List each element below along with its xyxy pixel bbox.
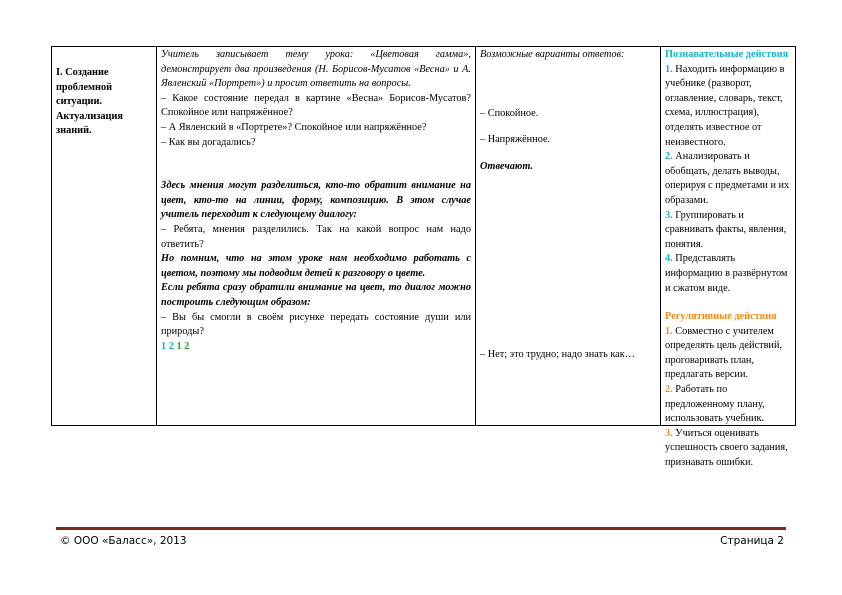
footer-page-number: Страница 2 <box>720 535 784 547</box>
question-5: – Вы бы смогли в своём рисунке передать состояние души или природы? <box>161 311 471 338</box>
footer-copyright: © ООО «Баласс», 2013 <box>60 535 187 547</box>
cognitive-item: 4. Представлять информацию в развёрнутом и сжатом виде. <box>665 253 788 294</box>
answer-1: – Спокойное. <box>480 107 539 119</box>
teacher-note-3: Если ребята сразу обратили внимание на цвет, то диалог можно построить следующим образом: <box>161 282 471 308</box>
cognitive-item: 2. Анализировать и обобщать, делать выводы, оперируя с предметами и их образами. <box>665 151 790 206</box>
teacher-column <box>157 47 476 425</box>
cognitive-title: Познавательные действия <box>665 49 789 60</box>
regulatory-item: 1. Совместно с учителем определять цель действий, проговаривать план, предлагать версии. <box>665 325 783 381</box>
answer-2: – Напряжённое. <box>480 134 551 146</box>
teacher-note-2: Но помним, что на этом уроке нам необходимо работать с цветом, поэтому мы подводим детей к разговору о цвете. <box>161 253 471 279</box>
stage-column <box>52 47 157 425</box>
slide-link[interactable]: 1 <box>161 340 167 352</box>
answer-4: – Нет; это трудно; надо знать как… <box>480 349 636 361</box>
answers-column <box>476 47 661 425</box>
cognitive-item: 3. Группировать и сравнивать факты, явления, понятия. <box>665 209 787 250</box>
footer-rule <box>56 527 786 530</box>
slide-links <box>161 340 471 354</box>
regulatory-title: Регулятивные действия <box>665 311 777 323</box>
actions-column <box>661 47 795 469</box>
cognitive-item: 1. Находить информацию в учебнике (разворот, оглавление, словарь, текст, схема, иллюстрация), отделять известное от неизвестного. <box>665 63 785 148</box>
teacher-note-1: Здесь мнения могут разделиться, кто-то обратит внимание на цвет, кто-то на линии, форму, композицию. В этом случае учитель переходит к следующему диалогу: <box>161 180 471 221</box>
slide-link[interactable]: 1 <box>176 340 182 352</box>
question-3: – Как вы догадались? <box>161 136 256 148</box>
regulatory-item: 3. Учиться оценивать успешность своего задания, признавать ошибки. <box>665 427 788 469</box>
answers-header: Возможные варианты ответов: <box>480 49 625 60</box>
question-1: – Какое состояние передал в картине «Весна» Борисов-Мусатов? Спокойное или напряжённое? <box>161 92 471 119</box>
question-4: – Ребята, мнения разделились. Так на какой вопрос нам надо ответить? <box>161 223 471 250</box>
regulatory-item: 2. Работать по предложенному плану, использовать учебник. <box>665 384 765 425</box>
answer-3: Отвечают. <box>480 160 534 172</box>
question-2: – А Явленский в «Портрете»? Спокойное или напряжённое? <box>161 121 427 133</box>
teacher-intro: Учитель записывает тему урока: «Цветовая гамма», демонстрирует два произведения (Н. Борисов-Мусатов «Весна» и А. Явленский «Портрет») и просит ответить на вопросы. <box>161 49 471 90</box>
slide-link[interactable]: 2 <box>184 340 190 352</box>
lesson-table <box>51 46 796 469</box>
stage-title: I. Создание проблемной ситуации. Актуализация знаний. <box>56 67 123 137</box>
slide-link[interactable]: 2 <box>168 340 174 352</box>
